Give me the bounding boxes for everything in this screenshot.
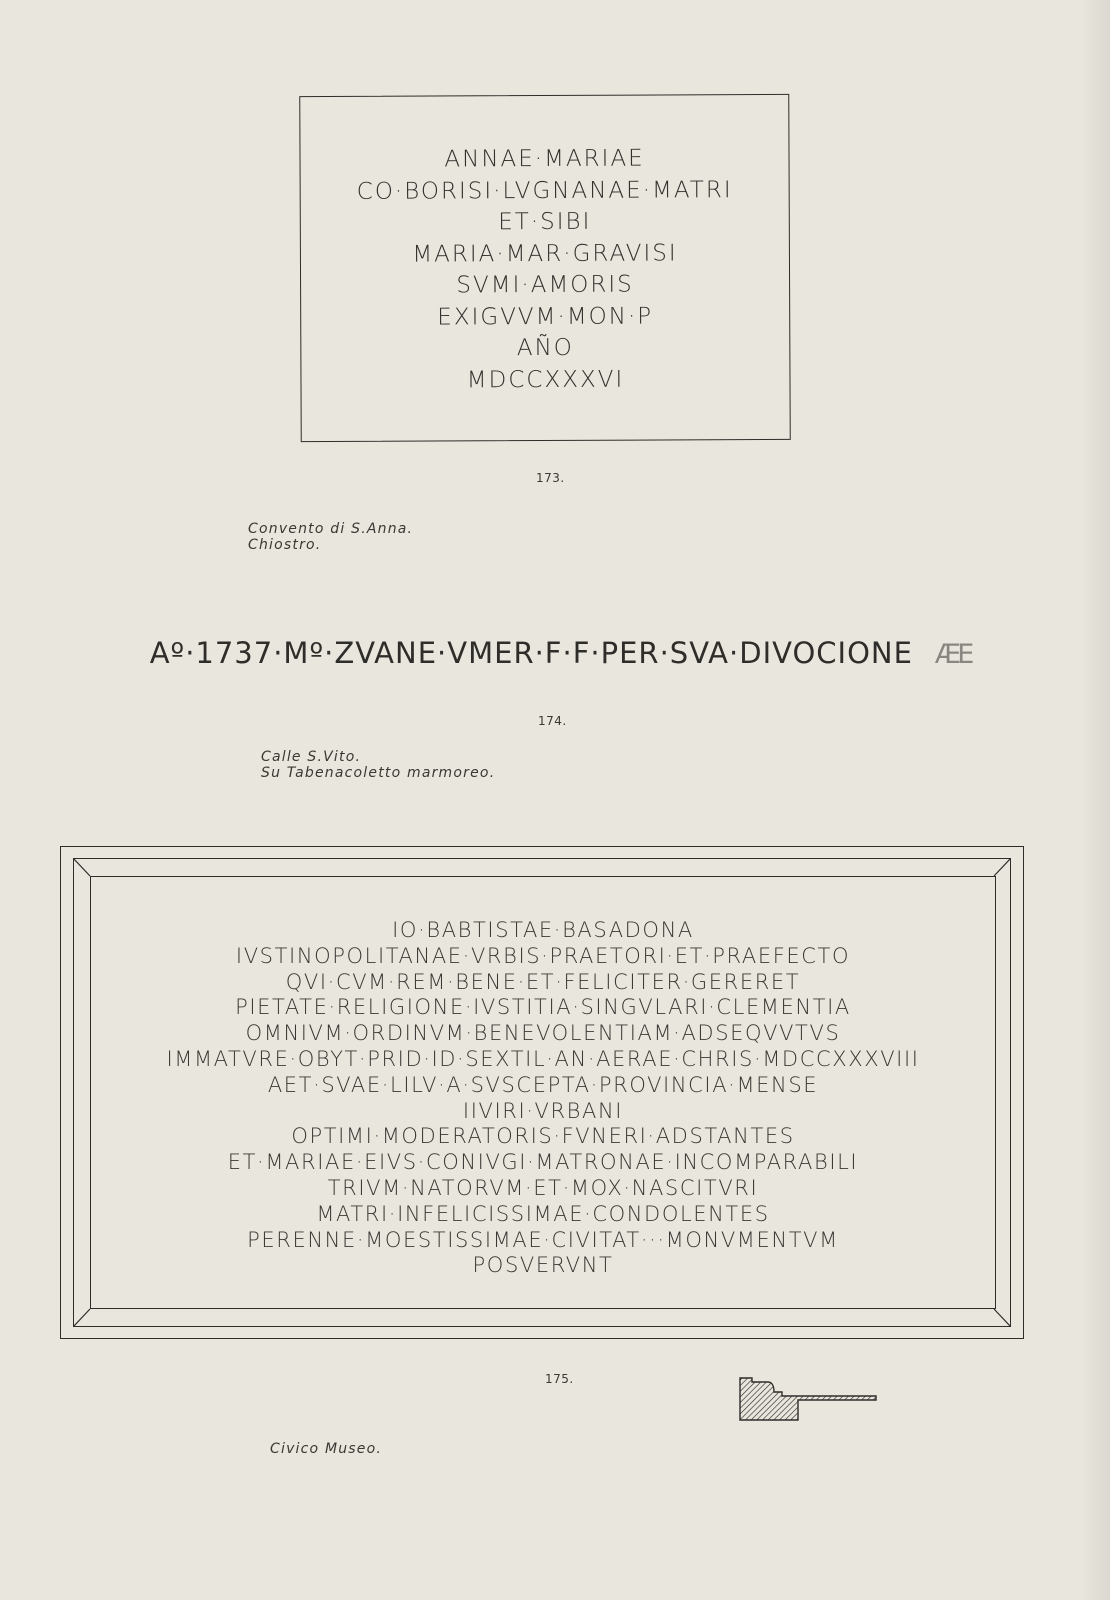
inscription-line: MDCCXXXVI <box>466 366 625 393</box>
inscription-line: MARIA·MAR·GRAVISI <box>412 239 678 268</box>
inscription-line: IO·BABTISTAE·BASADONA <box>392 918 694 942</box>
inscription-line: CO·BORISI·LVGNANAE·MATRI <box>356 176 733 205</box>
caption-line: Calle S.Vito. <box>261 749 362 765</box>
inscription-line: MATRI·INFELICISSIMAE·CONDOLENTES <box>316 1201 770 1226</box>
inscription-line: SVMI·AMORIS <box>456 271 634 299</box>
caption-174 <box>261 749 495 781</box>
caption-175 <box>270 1441 382 1457</box>
caption-line: Civico Museo. <box>270 1441 383 1457</box>
inscription-line: OPTIMI·MODERATORIS·FVNERI·ADSTANTES <box>291 1124 795 1149</box>
page-edge-shadow <box>1080 0 1110 1600</box>
inscription-line: ET·MARIAE·EIVS·CONIVGI·MATRONAE·INCOMPARABILI <box>227 1150 859 1175</box>
inscription-line: AET·SVAE·LILV·A·SVSCEPTA·PROVINCIA·MENSE <box>267 1072 819 1097</box>
moulding-profile-drawing <box>738 1376 878 1422</box>
inscription-line: PIETATE·RELIGIONE·IVSTITIA·SINGVLARI·CLEMENTIA <box>235 995 851 1020</box>
inscription-frame-173 <box>299 94 791 442</box>
inscription-line: IMMATVRE·OBYT·PRID·ID·SEXTIL·AN·AERAE·CHRIS·MDCCXXXVIII <box>166 1046 920 1071</box>
caption-line: Convento di S.Anna. <box>248 521 414 537</box>
plate-number-173: 173. <box>536 471 565 485</box>
inscription-174 <box>120 636 1000 670</box>
inscription-line: QVI·CVM·REM·BENE·ET·FELICITER·GERERET <box>285 969 801 994</box>
inscription-line: IIVIRI·VRBANI <box>462 1098 624 1123</box>
inscription-line: ET·SIBI <box>498 208 592 236</box>
monogram-ae: ÆE <box>934 639 971 670</box>
inscription-line: ANNAE·MARIAE <box>444 145 645 173</box>
inscription-line: EXIGVVM·MON·P <box>437 303 654 330</box>
inscription-line: OMNIVM·ORDINVM·BENEVOLENTIAM·ADSEQVVTVS <box>245 1021 841 1046</box>
caption-line: Chiostro. <box>248 537 322 553</box>
inscription-line: PERENNE·MOESTISSIMAE·CIVITAT···MONVMENTVM <box>247 1227 839 1252</box>
caption-line: Su Tabenacoletto marmoreo. <box>261 765 496 781</box>
inscription-line: TRIVM·NATORVM·ET·MOX·NASCITVRI <box>327 1175 759 1200</box>
inscription-line: POSVERVNT <box>472 1253 614 1278</box>
plate-number-175: 175. <box>545 1372 574 1386</box>
inscription-line: AÑO <box>516 334 574 362</box>
caption-173 <box>248 521 413 553</box>
inscription-line: IVSTINOPOLITANAE·VRBIS·PRAETORI·ET·PRAEFECTO <box>235 943 851 968</box>
inscription-text-174: Aº·1737·Mº·ZVANE·VMER·F·F·PER·SVA·DIVOCIONE <box>149 636 913 670</box>
inscription-text-173 <box>300 143 789 397</box>
inscription-text-175 <box>90 918 996 1279</box>
plate-number-174: 174. <box>538 714 567 728</box>
